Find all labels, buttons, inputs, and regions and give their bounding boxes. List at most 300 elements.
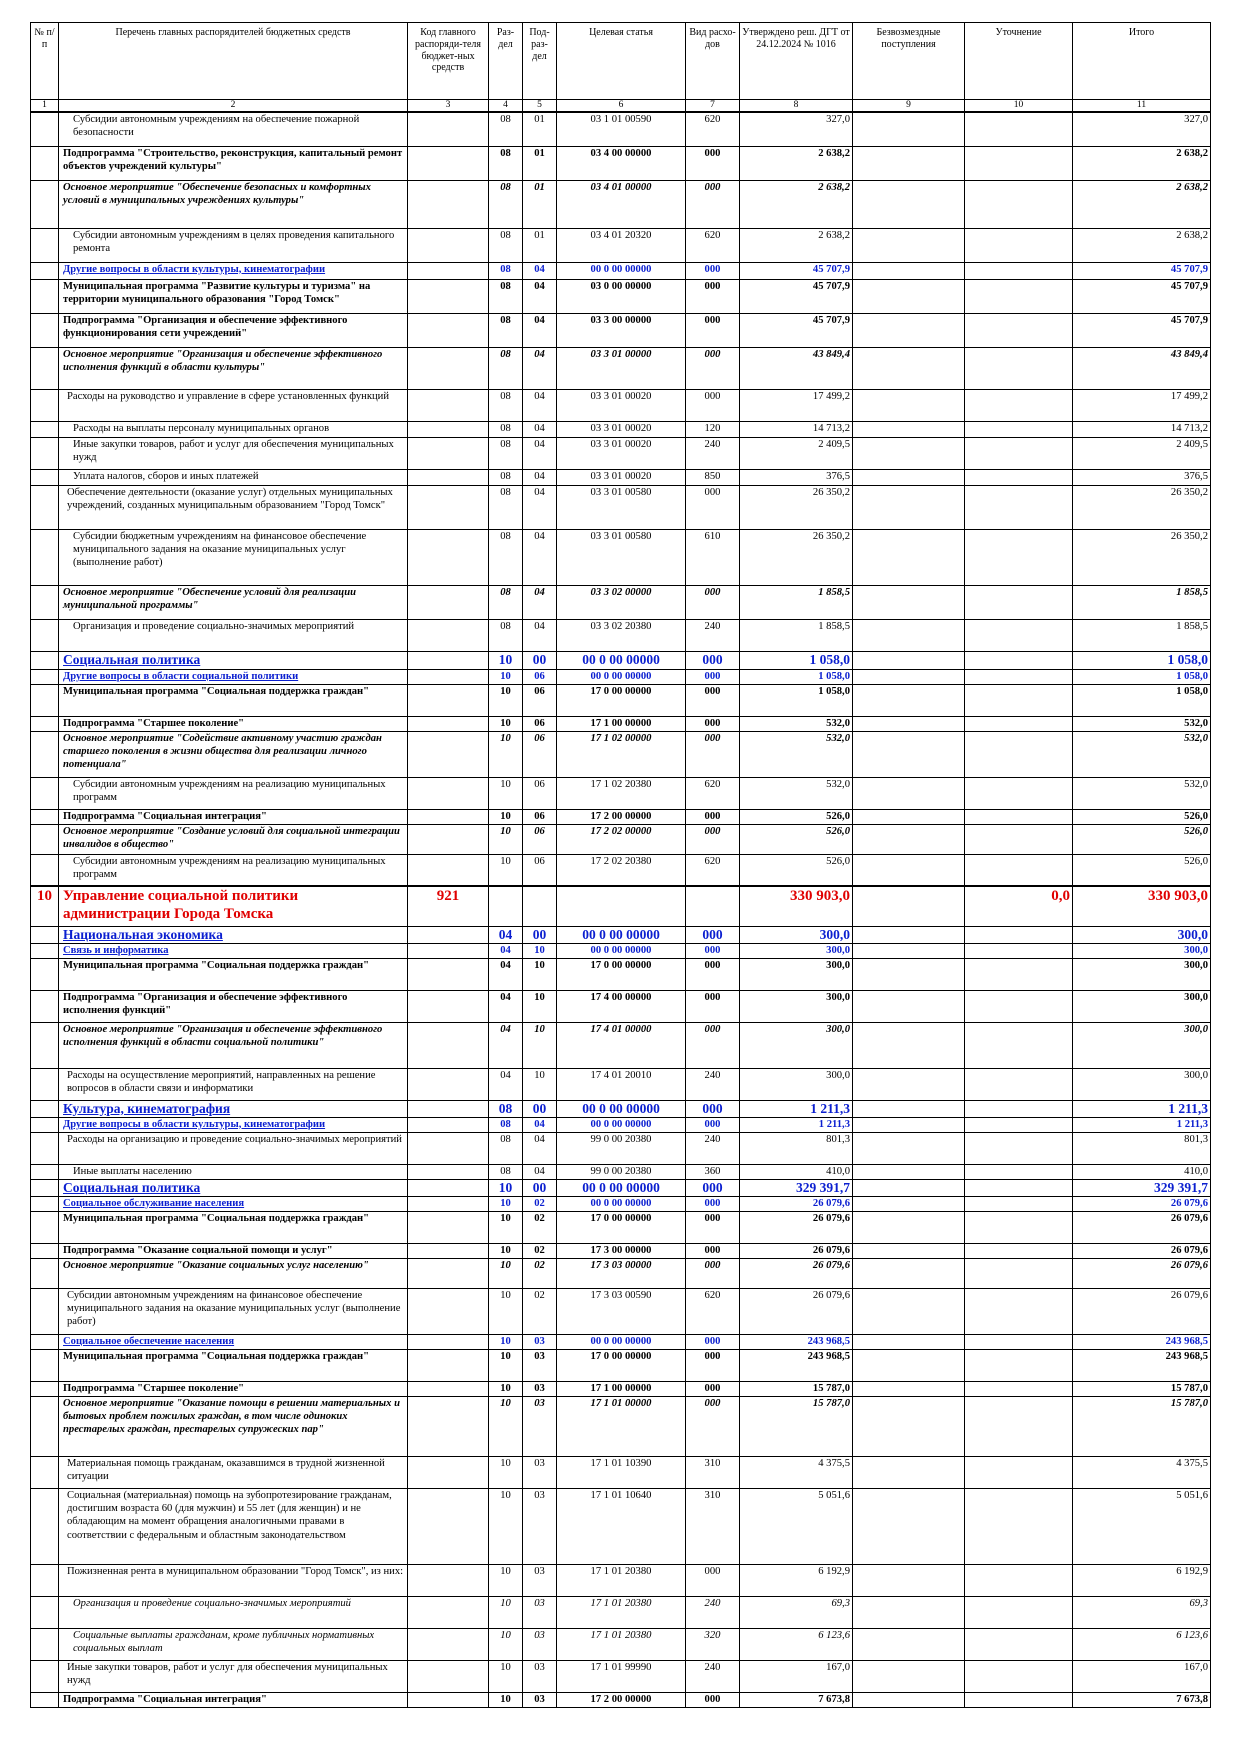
row-number [31,1488,59,1564]
row-code [408,926,489,943]
row-podrazdel: 06 [523,824,557,854]
row-approved: 300,0 [740,943,853,958]
row-change [965,262,1073,279]
row-change [965,1349,1073,1381]
row-razdel: 10 [489,669,523,684]
row-target: 17 1 00 00000 [557,1381,686,1396]
table-row [31,1564,1211,1596]
row-razdel: 08 [489,1117,523,1132]
row-number [31,1288,59,1334]
row-change [965,469,1073,485]
row-approved: 526,0 [740,824,853,854]
row-grants [853,669,965,684]
row-code [408,313,489,347]
row-grants [853,585,965,619]
row-code [408,146,489,180]
row-razdel: 08 [489,228,523,262]
row-grants [853,1628,965,1660]
row-total: 1 211,3 [1073,1117,1211,1132]
row-total: 5 051,6 [1073,1488,1211,1564]
row-grants [853,854,965,886]
row-total: 43 849,4 [1073,347,1211,389]
row-grants [853,1132,965,1164]
row-target: 17 4 01 00000 [557,1022,686,1068]
row-grants [853,1564,965,1596]
row-number [31,347,59,389]
row-name: Муниципальная программа "Развитие культуры и туризма" на территории муниципального образования "Город Томск" [59,279,408,313]
row-vid: 000 [686,809,740,824]
row-grants [853,146,965,180]
row-change [965,1164,1073,1179]
row-name: Основное мероприятие "Организация и обеспечение эффективного исполнения функций в области культуры" [59,347,408,389]
row-vid: 000 [686,180,740,228]
budget-document-page [30,22,1210,1708]
row-razdel: 10 [489,1488,523,1564]
row-change [965,716,1073,731]
table-row [31,228,1211,262]
row-target: 03 3 01 00020 [557,421,686,437]
row-podrazdel: 04 [523,421,557,437]
row-vid: 000 [686,262,740,279]
row-podrazdel: 06 [523,854,557,886]
row-number [31,1164,59,1179]
row-number [31,943,59,958]
row-podrazdel: 04 [523,389,557,421]
row-number [31,146,59,180]
row-number [31,279,59,313]
row-podrazdel: 01 [523,146,557,180]
row-approved: 300,0 [740,990,853,1022]
row-code [408,1211,489,1243]
row-approved: 1 858,5 [740,585,853,619]
row-vid: 000 [686,926,740,943]
row-approved: 2 638,2 [740,228,853,262]
row-grants [853,619,965,651]
row-total: 2 409,5 [1073,437,1211,469]
row-grants [853,1100,965,1117]
row-podrazdel: 03 [523,1349,557,1381]
row-change [965,1117,1073,1132]
row-razdel: 10 [489,1243,523,1258]
row-approved: 26 079,6 [740,1288,853,1334]
row-razdel: 04 [489,943,523,958]
table-row [31,1022,1211,1068]
row-podrazdel: 04 [523,529,557,585]
row-number [31,1211,59,1243]
table-row [31,990,1211,1022]
row-target: 17 1 01 20380 [557,1564,686,1596]
row-razdel: 04 [489,990,523,1022]
row-target: 03 4 00 00000 [557,146,686,180]
row-vid: 000 [686,279,740,313]
row-podrazdel: 04 [523,313,557,347]
row-podrazdel: 06 [523,716,557,731]
row-change [965,1396,1073,1456]
table-row [31,854,1211,886]
table-row [31,1660,1211,1692]
row-name: Управление социальной политики администрации Города Томска [59,886,408,926]
row-approved: 15 787,0 [740,1381,853,1396]
row-razdel [489,886,523,926]
row-podrazdel: 04 [523,437,557,469]
row-code [408,958,489,990]
row-vid: 310 [686,1488,740,1564]
row-change [965,313,1073,347]
row-approved: 14 713,2 [740,421,853,437]
row-grants [853,469,965,485]
table-row [31,529,1211,585]
row-razdel: 08 [489,313,523,347]
table-row [31,926,1211,943]
table-row [31,684,1211,716]
row-number [31,1243,59,1258]
row-number [31,731,59,777]
table-row [31,651,1211,669]
row-change [965,990,1073,1022]
row-code [408,824,489,854]
row-grants [853,180,965,228]
row-podrazdel: 03 [523,1596,557,1628]
row-approved: 26 350,2 [740,529,853,585]
row-approved: 532,0 [740,716,853,731]
row-code [408,112,489,146]
row-razdel: 10 [489,716,523,731]
row-vid: 240 [686,1068,740,1100]
row-number [31,824,59,854]
row-name: Подпрограмма "Организация и обеспечение эффективного функционирования сети учреждений" [59,313,408,347]
row-razdel: 10 [489,824,523,854]
row-vid: 240 [686,437,740,469]
header-target: Целевая статья [557,23,686,100]
row-target: 03 1 01 00590 [557,112,686,146]
row-target: 17 2 02 20380 [557,854,686,886]
row-razdel: 10 [489,809,523,824]
row-name: Субсидии бюджетным учреждениям на финансовое обеспечение муниципального задания на оказание муниципальных услуг (выполнение работ) [59,529,408,585]
row-razdel: 10 [489,1692,523,1707]
row-target: 17 2 00 00000 [557,809,686,824]
table-row [31,1596,1211,1628]
row-podrazdel: 06 [523,669,557,684]
row-approved: 532,0 [740,777,853,809]
row-code [408,262,489,279]
row-code [408,389,489,421]
table-row [31,180,1211,228]
row-razdel: 10 [489,1179,523,1196]
header-code: Код главного распоряди-теля бюджет-ных средств [408,23,489,100]
row-grants [853,1068,965,1100]
row-number [31,1692,59,1707]
row-total: 6 123,6 [1073,1628,1211,1660]
row-razdel: 08 [489,279,523,313]
row-grants [853,1349,965,1381]
row-target: 17 3 03 00590 [557,1288,686,1334]
row-name: Основное мероприятие "Оказание помощи в решении материальных и бытовых проблем пожилых граждан, в том числе одиноких престарелых граждан, престарелых супружеских пар" [59,1396,408,1456]
row-podrazdel: 04 [523,279,557,313]
row-razdel: 10 [489,1596,523,1628]
row-name: Пожизненная рента в муниципальном образовании "Город Томск", из них: [59,1564,408,1596]
row-razdel: 10 [489,1196,523,1211]
row-change [965,1628,1073,1660]
row-change [965,389,1073,421]
row-approved: 526,0 [740,809,853,824]
row-grants [853,1258,965,1288]
row-podrazdel: 02 [523,1243,557,1258]
row-target: 03 4 01 00000 [557,180,686,228]
row-approved: 167,0 [740,1660,853,1692]
row-vid [686,886,740,926]
table-row [31,886,1211,926]
row-change [965,824,1073,854]
row-number [31,1456,59,1488]
row-name: Субсидии автономным учреждениям на реализацию муниципальных программ [59,777,408,809]
row-total: 1 858,5 [1073,585,1211,619]
row-vid: 000 [686,389,740,421]
row-grants [853,1381,965,1396]
row-grants [853,1243,965,1258]
row-total: 300,0 [1073,926,1211,943]
row-razdel: 10 [489,731,523,777]
row-target: 17 4 01 20010 [557,1068,686,1100]
row-change [965,1100,1073,1117]
row-total: 4 375,5 [1073,1456,1211,1488]
row-razdel: 10 [489,1258,523,1288]
row-name: Социальное обслуживание населения [59,1196,408,1211]
row-vid: 240 [686,1132,740,1164]
row-code [408,1100,489,1117]
row-approved: 330 903,0 [740,886,853,926]
row-target: 00 0 00 00000 [557,262,686,279]
row-code [408,1334,489,1349]
row-target: 03 0 00 00000 [557,279,686,313]
row-total: 330 903,0 [1073,886,1211,926]
row-total: 167,0 [1073,1660,1211,1692]
row-total: 526,0 [1073,854,1211,886]
row-name: Субсидии автономным учреждениям на реализацию муниципальных программ [59,854,408,886]
header-total: Итого [1073,23,1211,100]
row-grants [853,943,965,958]
header-razdel: Раз-дел [489,23,523,100]
row-target: 17 0 00 00000 [557,684,686,716]
row-code [408,1164,489,1179]
row-podrazdel: 04 [523,262,557,279]
row-number [31,1132,59,1164]
row-code [408,180,489,228]
table-row [31,716,1211,731]
row-change [965,1179,1073,1196]
row-vid: 000 [686,1692,740,1707]
row-target: 03 3 00 00000 [557,313,686,347]
row-code [408,1243,489,1258]
table-row [31,437,1211,469]
row-total: 1 211,3 [1073,1100,1211,1117]
row-change [965,731,1073,777]
row-target: 00 0 00 00000 [557,943,686,958]
row-vid: 000 [686,958,740,990]
row-podrazdel: 03 [523,1488,557,1564]
row-vid: 620 [686,777,740,809]
table-row [31,146,1211,180]
table-row [31,1349,1211,1381]
row-target: 99 0 00 20380 [557,1132,686,1164]
row-razdel: 10 [489,651,523,669]
row-grants [853,809,965,824]
row-change [965,1132,1073,1164]
row-name: Подпрограмма "Социальная интеграция" [59,809,408,824]
row-code [408,1596,489,1628]
row-approved: 26 079,6 [740,1196,853,1211]
row-name: Субсидии автономным учреждениям в целях проведения капитального ремонта [59,228,408,262]
row-change: 0,0 [965,886,1073,926]
row-number [31,469,59,485]
row-change [965,180,1073,228]
row-target: 17 1 01 10390 [557,1456,686,1488]
row-change [965,1596,1073,1628]
row-number [31,1334,59,1349]
row-name: Уплата налогов, сборов и иных платежей [59,469,408,485]
row-number [31,389,59,421]
row-approved: 2 638,2 [740,146,853,180]
row-razdel: 08 [489,1164,523,1179]
row-target [557,886,686,926]
row-change [965,1334,1073,1349]
row-total: 243 968,5 [1073,1349,1211,1381]
row-vid: 000 [686,716,740,731]
row-total: 45 707,9 [1073,262,1211,279]
row-number [31,1381,59,1396]
table-row [31,731,1211,777]
row-podrazdel: 04 [523,347,557,389]
row-number [31,1396,59,1456]
table-row [31,279,1211,313]
row-razdel: 04 [489,958,523,990]
row-total: 45 707,9 [1073,279,1211,313]
row-total: 300,0 [1073,1068,1211,1100]
row-vid: 610 [686,529,740,585]
row-number [31,619,59,651]
row-number [31,854,59,886]
row-approved: 526,0 [740,854,853,886]
header-change: Уточнение [965,23,1073,100]
row-number [31,180,59,228]
col-number: 3 [408,100,489,113]
row-vid: 620 [686,854,740,886]
row-podrazdel: 03 [523,1564,557,1596]
table-row [31,1117,1211,1132]
row-total: 2 638,2 [1073,146,1211,180]
row-total: 300,0 [1073,958,1211,990]
row-grants [853,926,965,943]
row-code [408,1456,489,1488]
row-approved: 45 707,9 [740,279,853,313]
row-razdel: 08 [489,389,523,421]
row-name: Основное мероприятие "Оказание социальных услуг населению" [59,1258,408,1288]
row-change [965,943,1073,958]
row-vid: 310 [686,1456,740,1488]
row-number [31,716,59,731]
row-vid: 000 [686,1334,740,1349]
row-name: Муниципальная программа "Социальная поддержка граждан" [59,958,408,990]
row-change [965,1243,1073,1258]
row-change [965,146,1073,180]
row-name: Культура, кинематография [59,1100,408,1117]
row-razdel: 08 [489,146,523,180]
row-podrazdel: 06 [523,684,557,716]
row-razdel: 10 [489,1349,523,1381]
row-number [31,809,59,824]
header-name: Перечень главных распорядителей бюджетных средств [59,23,408,100]
row-approved: 4 375,5 [740,1456,853,1488]
table-row [31,1211,1211,1243]
row-name: Основное мероприятие "Обеспечение безопасных и комфортных условий в муниципальных учреждениях культуры" [59,180,408,228]
row-number: 10 [31,886,59,926]
table-row [31,1164,1211,1179]
col-number: 11 [1073,100,1211,113]
row-razdel: 08 [489,347,523,389]
row-razdel: 10 [489,1381,523,1396]
row-name: Расходы на руководство и управление в сфере установленных функций [59,389,408,421]
row-total: 300,0 [1073,990,1211,1022]
row-change [965,1564,1073,1596]
row-approved: 69,3 [740,1596,853,1628]
row-name: Национальная экономика [59,926,408,943]
row-total: 300,0 [1073,943,1211,958]
row-podrazdel: 00 [523,1100,557,1117]
row-total: 526,0 [1073,809,1211,824]
row-target: 03 3 01 00580 [557,485,686,529]
row-code [408,1258,489,1288]
table-row [31,1068,1211,1100]
column-number-row [31,100,1211,113]
col-number: 2 [59,100,408,113]
row-target: 03 3 01 00020 [557,437,686,469]
row-target: 03 4 01 20320 [557,228,686,262]
row-code [408,469,489,485]
row-total: 532,0 [1073,731,1211,777]
row-vid: 000 [686,1196,740,1211]
row-razdel: 08 [489,585,523,619]
row-name: Подпрограмма "Организация и обеспечение эффективного исполнения функций" [59,990,408,1022]
row-podrazdel: 04 [523,1132,557,1164]
row-name: Обеспечение деятельности (оказание услуг) отдельных муниципальных учреждений, созданных муниципальным образованием "Город Томск" [59,485,408,529]
row-number [31,1660,59,1692]
row-grants [853,1334,965,1349]
row-code [408,1381,489,1396]
row-change [965,529,1073,585]
row-change [965,347,1073,389]
row-razdel: 08 [489,1132,523,1164]
row-vid: 360 [686,1164,740,1179]
row-name: Социальное обеспечение населения [59,1334,408,1349]
row-podrazdel: 02 [523,1211,557,1243]
row-podrazdel: 10 [523,1022,557,1068]
row-total: 532,0 [1073,716,1211,731]
row-number [31,651,59,669]
row-name: Расходы на осуществление мероприятий, направленных на решение вопросов в области связи и информатики [59,1068,408,1100]
row-change [965,1288,1073,1334]
row-approved: 2 638,2 [740,180,853,228]
row-change [965,1022,1073,1068]
row-total: 7 673,8 [1073,1692,1211,1707]
row-podrazdel: 10 [523,1068,557,1100]
row-approved: 300,0 [740,1068,853,1100]
row-code [408,619,489,651]
row-total: 26 079,6 [1073,1243,1211,1258]
row-approved: 300,0 [740,958,853,990]
row-grants [853,1022,965,1068]
col-number: 10 [965,100,1073,113]
row-razdel: 10 [489,684,523,716]
row-name: Основное мероприятие "Содействие активному участию граждан старшего поколения в жизни общества для реализации личного потенциала" [59,731,408,777]
